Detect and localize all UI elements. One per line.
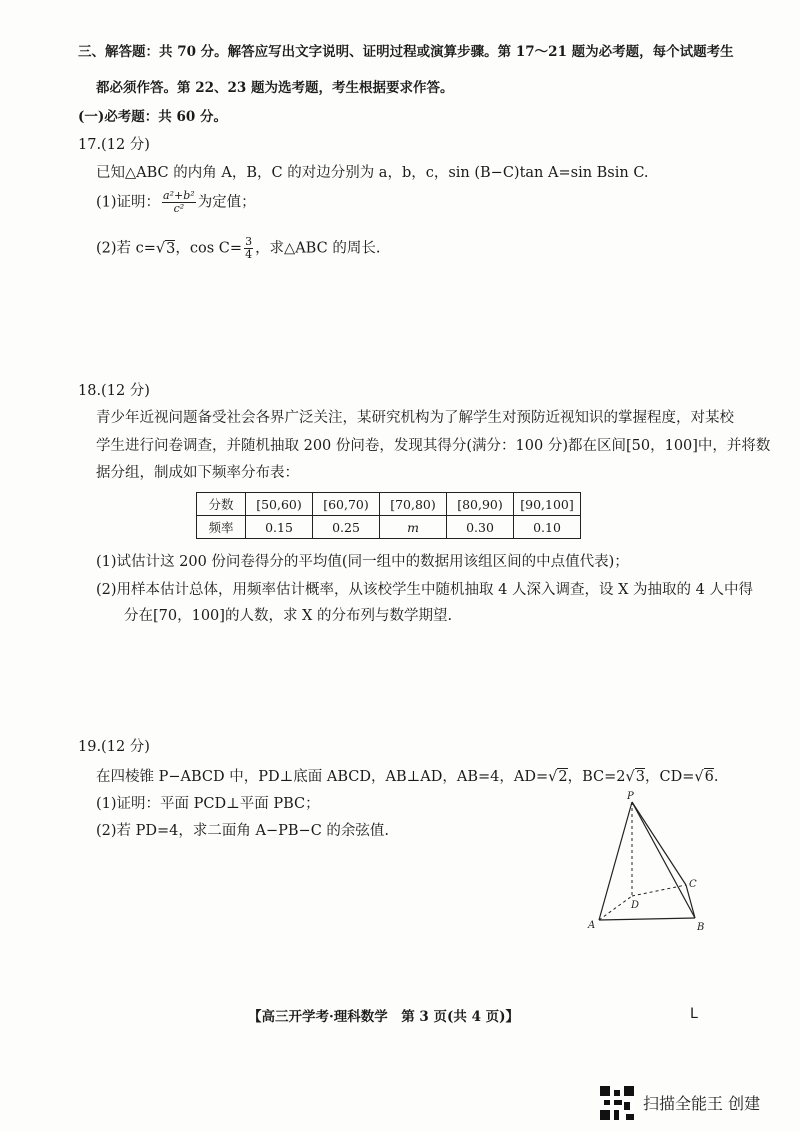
q19-stem-mid: ，BC=2	[567, 769, 626, 785]
q17-part2-mid: ，cos C=	[175, 240, 243, 257]
q19-stem-prefix: 在四棱锥 P−ABCD 中，PD⊥底面 ABCD，AB⊥AD，AB=4，AD=	[96, 769, 549, 785]
page-footer: 【高三开学考·理科数学 第 3 页(共 4 页)】	[248, 1009, 520, 1025]
q18-part2-line2: 分在[70，100]的人数，求 X 的分布列与数学期望.	[124, 608, 453, 624]
q19-part1: (1)证明：平面 PCD⊥平面 PBC；	[96, 796, 320, 812]
q19-stem-mid2: ，CD=	[644, 769, 695, 785]
q17-part1-fraction	[162, 190, 196, 215]
q17-part1-denominator: c²	[173, 202, 185, 215]
q17-stem: 已知△ABC 的内角 A，B，C 的对边分别为 a，b，c，sin (B−C)tan A=sin Bsin C.	[96, 165, 649, 181]
q17-part2-suffix: ，求△ABC 的周长.	[255, 240, 381, 257]
label-P: P	[627, 791, 634, 802]
watermark-text: 扫描全能王 创建	[643, 1094, 761, 1113]
edge-AD	[599, 896, 632, 920]
q19-stem-sqrt1: 2	[558, 769, 568, 785]
qr-code-icon	[600, 1086, 634, 1120]
q18-part1: (1)试估计这 200 份问卷得分的平均值(同一组中的数据用该组区间的中点值代表)；	[96, 554, 629, 570]
table-cell: [50,60)	[246, 493, 313, 516]
q18-stem-line2: 学生进行问卷调查，并随机抽取 200 份问卷，发现其得分(满分：100 分)都在区间[50，100]中，并将数	[96, 438, 771, 454]
table-cell: m	[380, 516, 447, 539]
q19-number: 19.(12 分)	[78, 739, 150, 755]
label-C: C	[689, 879, 697, 890]
edge-PC	[632, 802, 686, 885]
table-header-frequency: 频率	[197, 516, 246, 539]
label-A: A	[588, 920, 596, 931]
q17-part2-numerator: 3	[245, 235, 253, 248]
q19-stem: 在四棱锥 P−ABCD 中，PD⊥底面 ABCD，AB⊥AD，AB=4，AD=√2，BC=2√3，CD=√6.	[96, 769, 719, 785]
label-B: B	[697, 922, 705, 933]
q17-part1-prefix: (1)证明：	[96, 194, 161, 211]
q17-part1-numerator: a²+b²	[163, 189, 195, 202]
q17-part2-sqrt: 3	[166, 240, 176, 257]
frequency-table	[196, 492, 581, 539]
q18-stem-line1: 青少年近视问题备受社会各界广泛关注，某研究机构为了解学生对预防近视知识的掌握程度，对某校	[96, 410, 734, 426]
q17-part1	[96, 190, 256, 215]
q17-number: 17.(12 分)	[78, 137, 150, 153]
edge-AB	[599, 918, 695, 920]
q18-stem-line3: 据分组，制成如下频率分布表：	[96, 465, 299, 481]
q19-stem-suffix: .	[713, 769, 719, 785]
edge-PB	[632, 802, 695, 918]
required-label: (一)必考题：共 60 分。	[78, 109, 227, 125]
footer-mark: L	[690, 1006, 698, 1022]
table-row	[197, 516, 581, 539]
q19-stem-sqrt3: 6	[704, 769, 714, 785]
label-D: D	[631, 900, 640, 911]
section-heading-line1: 三、解答题：共 70 分。解答应写出文字说明、证明过程或演算步骤。第 17～21 题为必考题，每个试题考生	[78, 44, 734, 60]
edge-PA	[599, 802, 632, 920]
q19-stem-sqrt2: 3	[635, 769, 645, 785]
table-row	[197, 493, 581, 516]
q17-part2-prefix: (2)若 c=	[96, 240, 156, 257]
table-header-score: 分数	[197, 493, 246, 516]
table-cell: 0.30	[447, 516, 514, 539]
q17-part1-suffix: 为定值；	[197, 194, 256, 211]
section-heading-line2: 都必须作答。第 22、23 题为选考题，考生根据要求作答。	[96, 80, 454, 96]
table-cell: [80,90)	[447, 493, 514, 516]
table-cell: [70,80)	[380, 493, 447, 516]
table-cell: [90,100]	[514, 493, 581, 516]
table-cell: 0.10	[514, 516, 581, 539]
q18-number: 18.(12 分)	[78, 383, 150, 399]
table-cell: 0.15	[246, 516, 313, 539]
q17-part2-denominator: 4	[245, 248, 253, 261]
q17-part2: (2)若 c=√3，cos C= $\frac{3}{4}$ ，求△ABC 的周长.	[96, 235, 381, 261]
q19-part2: (2)若 PD=4，求二面角 A−PB−C 的余弦值.	[96, 823, 390, 839]
q17-part2-fraction	[244, 236, 253, 261]
pyramid-figure	[585, 790, 715, 940]
table-cell: 0.25	[313, 516, 380, 539]
q18-part2-line1: (2)用样本估计总体，用频率估计概率，从该校学生中随机抽取 4 人深入调查，设 X 为抽取的 4 人中得	[96, 582, 753, 598]
table-cell: [60,70)	[313, 493, 380, 516]
